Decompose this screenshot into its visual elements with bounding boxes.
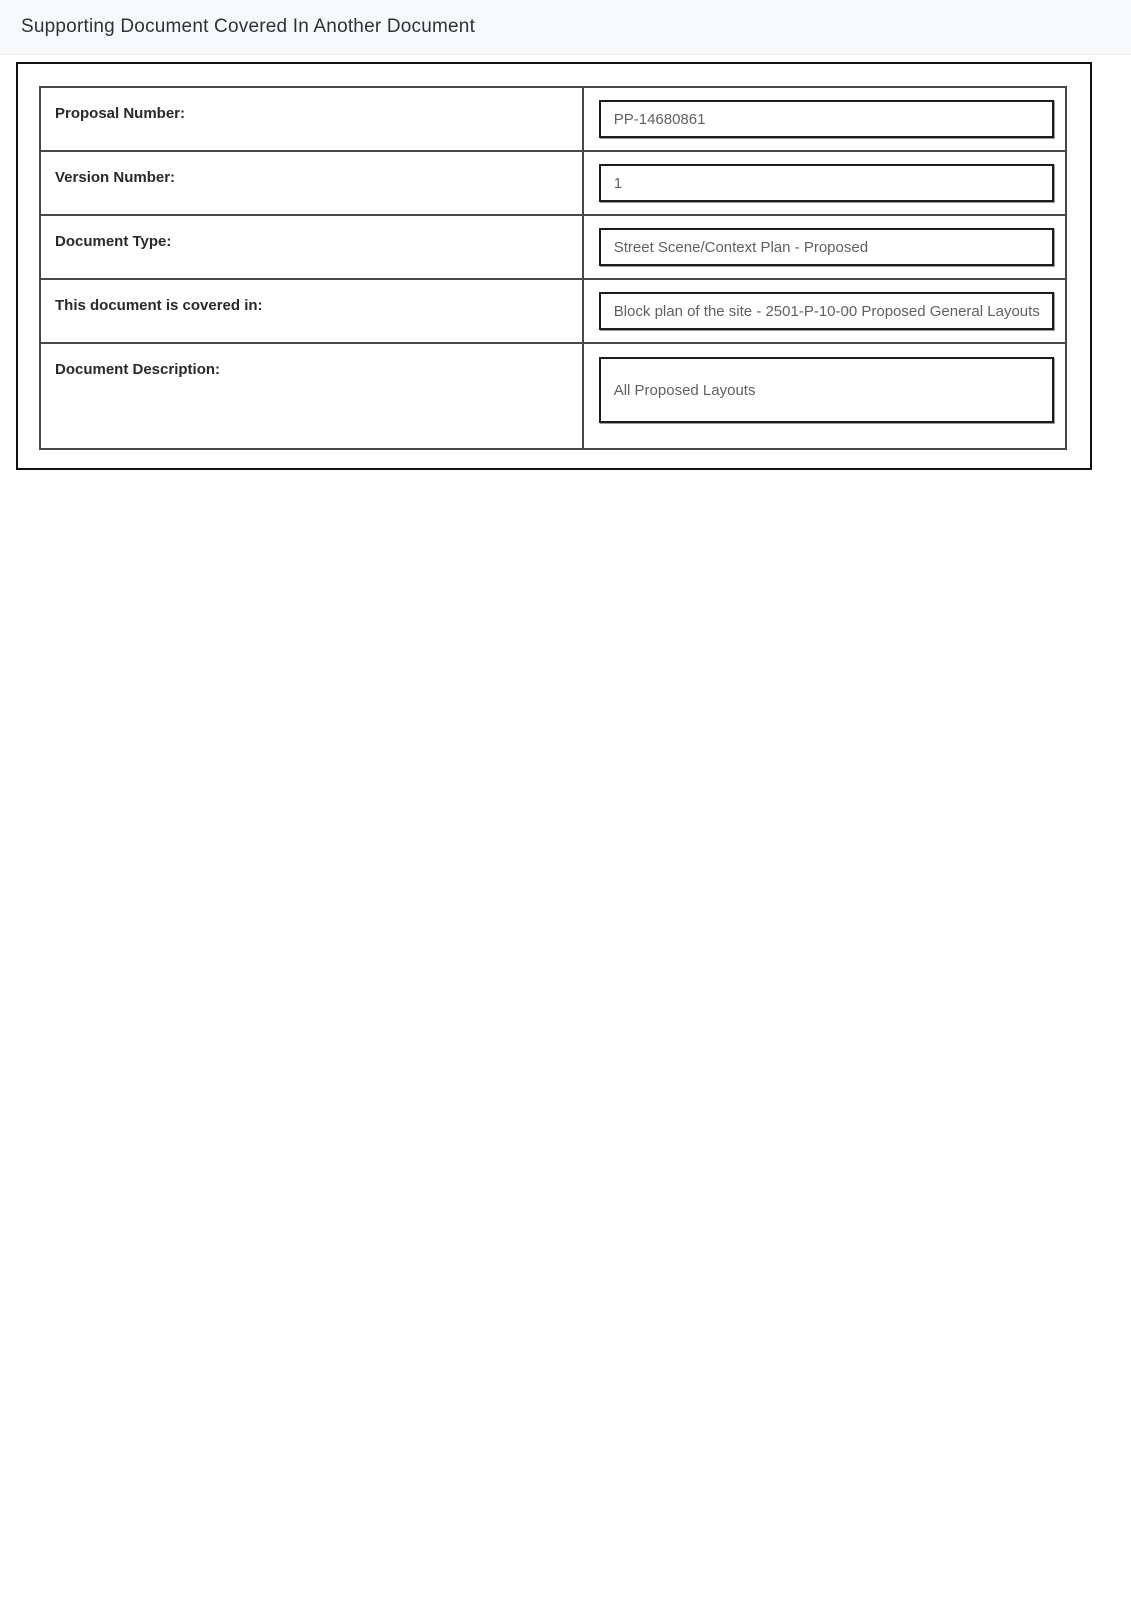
document-type-value-cell bbox=[584, 216, 1065, 278]
proposal-number-field[interactable] bbox=[599, 100, 1054, 138]
document-type-value: Street Scene/Context Plan - Proposed bbox=[613, 238, 869, 256]
document-frame bbox=[16, 62, 1092, 470]
version-number-value-cell bbox=[584, 152, 1065, 214]
covered-in-field[interactable] bbox=[599, 292, 1054, 330]
version-number-value: 1 bbox=[613, 174, 623, 192]
document-description-label: Document Description: bbox=[55, 361, 221, 378]
table-row bbox=[41, 216, 1065, 280]
covered-in-value-cell bbox=[584, 280, 1065, 342]
covered-in-value: Block plan of the site - 2501-P-10-00 Proposed General Layouts bbox=[613, 302, 1040, 320]
document-description-field[interactable] bbox=[599, 357, 1054, 423]
covered-in-label: This document is covered in: bbox=[55, 297, 263, 314]
document-description-value: All Proposed Layouts bbox=[613, 381, 756, 399]
proposal-number-label: Proposal Number: bbox=[55, 105, 186, 122]
version-number-label-cell bbox=[41, 152, 584, 214]
document-type-label: Document Type: bbox=[55, 233, 172, 250]
document-type-field[interactable] bbox=[599, 228, 1054, 266]
version-number-field[interactable] bbox=[599, 164, 1054, 202]
supporting-document-form bbox=[39, 86, 1067, 450]
proposal-number-value: PP-14680861 bbox=[613, 110, 706, 128]
page-title: Supporting Document Covered In Another Document bbox=[21, 16, 476, 37]
page-header bbox=[0, 0, 1131, 55]
document-description-value-cell bbox=[584, 344, 1065, 448]
table-row bbox=[41, 280, 1065, 344]
table-row bbox=[41, 152, 1065, 216]
proposal-number-value-cell bbox=[584, 88, 1065, 150]
table-row bbox=[41, 344, 1065, 448]
table-row bbox=[41, 88, 1065, 152]
proposal-number-label-cell bbox=[41, 88, 584, 150]
version-number-label: Version Number: bbox=[55, 169, 176, 186]
document-description-label-cell bbox=[41, 344, 584, 448]
document-type-label-cell bbox=[41, 216, 584, 278]
covered-in-label-cell bbox=[41, 280, 584, 342]
